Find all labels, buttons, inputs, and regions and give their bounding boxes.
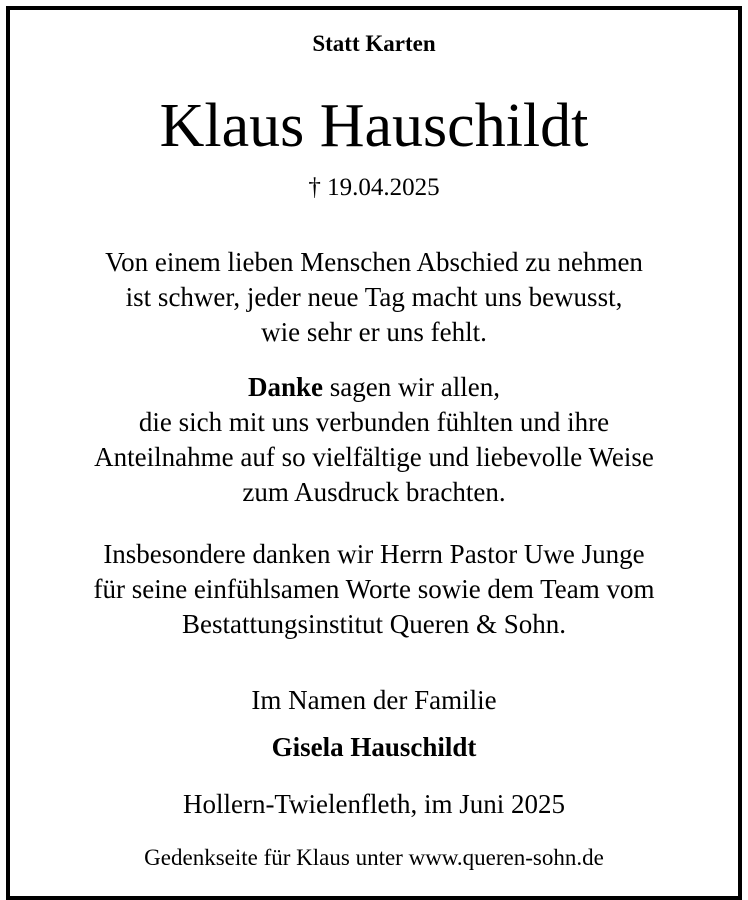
- notice-header: Statt Karten: [312, 31, 436, 56]
- dagger-symbol: †: [308, 174, 321, 201]
- signer-name: Gisela Hauschildt: [271, 732, 477, 762]
- thanks-first-line: sagen wir allen,: [323, 372, 500, 402]
- paragraph-line: Von einem lieben Menschen Abschied zu nehmen: [105, 247, 643, 277]
- closing-line: Im Namen der Familie: [251, 685, 497, 715]
- place-and-date: Hollern-Twielenfleth, im Juni 2025: [182, 789, 566, 819]
- paragraph-line: [10, 370, 738, 405]
- thanks-emphasis: Danke: [248, 372, 324, 402]
- special-thanks-paragraph: [10, 537, 738, 642]
- paragraph-line: zum Ausdruck brachten.: [242, 477, 506, 507]
- paragraph-line: Insbesondere danken wir Herrn Pastor Uwe Junge: [103, 539, 645, 569]
- paragraph-line: Bestattungsinstitut Queren & Sohn.: [182, 609, 566, 639]
- paragraph-line: Anteilnahme auf so vielfältige und liebevolle Weise: [94, 442, 654, 472]
- paragraph-line: ist schwer, jeder neue Tag macht uns bewusst,: [125, 282, 623, 312]
- paragraph-line: für seine einfühlsamen Worte sowie dem Team vom: [93, 574, 655, 604]
- deceased-name: Klaus Hauschildt: [159, 92, 589, 160]
- paragraph-line: die sich mit uns verbunden fühlten und ihre: [138, 407, 610, 437]
- paragraph-line: wie sehr er uns fehlt.: [261, 317, 487, 347]
- memorial-page-note: Gedenkseite für Klaus unter www.queren-sohn.de: [144, 845, 604, 870]
- death-date: 19.04.2025: [327, 174, 440, 201]
- thanks-paragraph: [10, 370, 738, 510]
- death-date-line: [10, 172, 738, 204]
- farewell-paragraph: [10, 245, 738, 350]
